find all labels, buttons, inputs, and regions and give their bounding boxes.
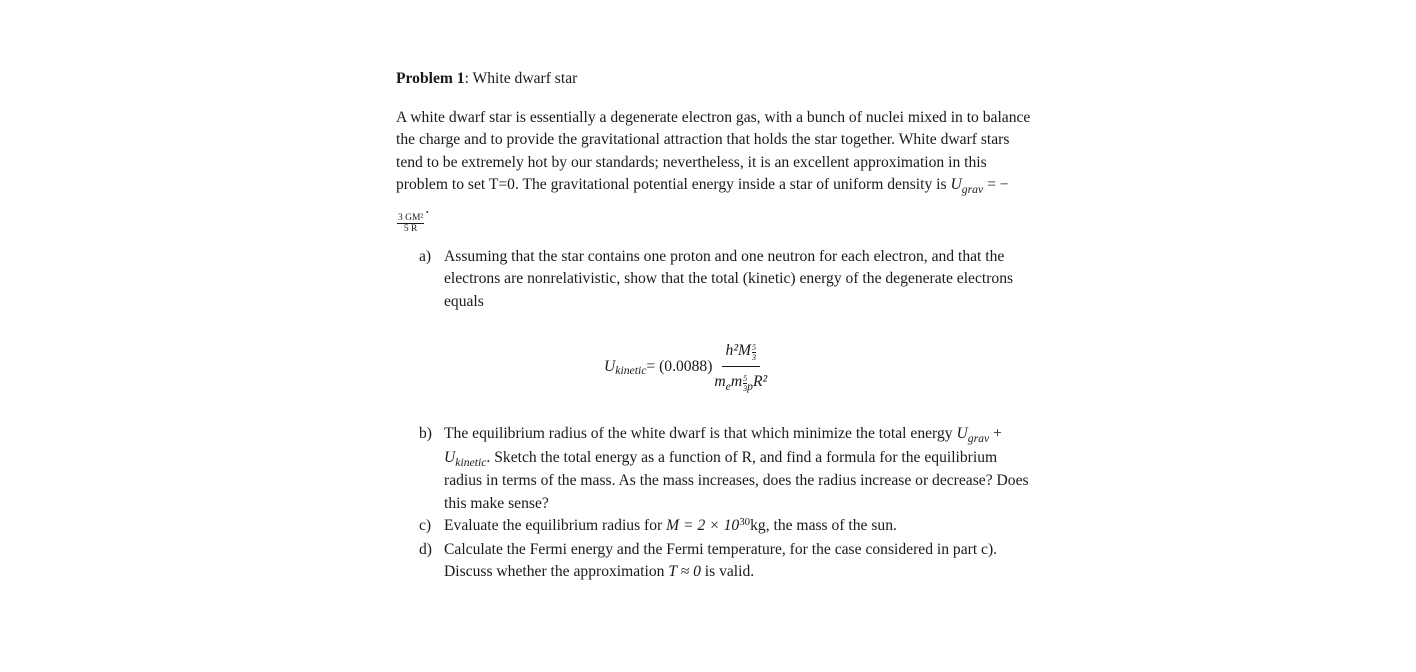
ugrav-equals: = − (983, 176, 1009, 193)
intro-text: A white dwarf star is essentially a degenerate electron gas, with a bunch of nuclei mixed in to balance the charge and to provide the gravitational attraction that holds the star together. White dwarf stars tend to be extremely hot by our standards; nevertheless, it is an excellent approximation in this problem to set T=0. The gravitational potential energy inside a star of uniform density is (396, 108, 1031, 193)
part-a-text: Assuming that the star contains one proton and one neutron for each electron, and that the electrons are nonrelativistic, show that the total (kinetic) energy of the degenerate electrons equals (444, 247, 1014, 310)
part-d (396, 539, 1036, 584)
intro-period: . (425, 199, 430, 217)
part-d-label: d) (419, 540, 432, 558)
ugrav-fraction (397, 213, 424, 234)
eq-coefficient: = (0.0088) (646, 357, 713, 375)
eq-den-sub-e: e (725, 379, 731, 393)
eq-fraction (714, 340, 767, 394)
eq-den-m2: m (730, 372, 743, 390)
eq-num-exp-top: 5 (752, 343, 756, 353)
problem-page (396, 68, 1036, 584)
part-c (396, 515, 1036, 539)
parts-list-continued (396, 423, 1036, 584)
eq-num-exp-bot: 3 (752, 353, 756, 363)
sum-u1-sub: grav (967, 432, 990, 446)
eq-lhs-subscript: kinetic (615, 363, 647, 377)
problem-label: Problem 1 (396, 70, 465, 87)
ugrav-numerator: 3 GM² (398, 212, 424, 223)
part-a (396, 246, 1036, 314)
part-d-text-end: is valid. (700, 563, 755, 580)
eq-denominator (714, 367, 767, 395)
part-d-text (444, 539, 1036, 584)
part-c-mass-exp: 30 (739, 515, 751, 528)
part-a-label: a) (419, 247, 432, 265)
part-b-label: b) (419, 425, 432, 442)
parts-list (396, 246, 1036, 314)
eq-num-exponent (752, 343, 756, 362)
part-c-text-start: Evaluate the equilibrium radius for (444, 517, 667, 534)
problem-title (396, 68, 1036, 91)
part-b (396, 423, 1036, 515)
part-b-text (444, 423, 1036, 515)
eq-den-exp-top: 5 (743, 373, 748, 383)
ugrav-symbol: U (950, 176, 962, 193)
part-c-text (444, 515, 1036, 539)
problem-title-text: : White dwarf star (464, 70, 578, 87)
eq-lhs-symbol: U (604, 357, 616, 375)
part-c-mass: M = 2 × 10 (666, 517, 740, 534)
eq-den-exp-bot: 3 (743, 383, 748, 393)
intro-paragraph (396, 107, 1036, 234)
sum-plus: + (989, 425, 1002, 442)
part-b-text-end: . Sketch the total energy as a function of R, and find a formula for the equilibrium radius in terms of the mass. As the mass increases, does the radius increase or decrease? Does this make sense? (444, 448, 1029, 512)
eq-den-m: m (714, 372, 726, 390)
part-c-label: c) (419, 517, 432, 534)
eq-den-sub-p: p (747, 379, 753, 393)
part-d-approx: T ≈ 0 (668, 563, 701, 580)
part-c-text-end: kg, the mass of the sun. (750, 517, 897, 534)
ugrav-subscript: grav (961, 183, 984, 197)
sum-u1: U (956, 425, 968, 442)
eq-den-r: R² (752, 372, 768, 390)
ugrav-denominator: 5 R (403, 223, 418, 234)
eq-numerator (722, 340, 760, 367)
part-b-text-start: The equilibrium radius of the white dwarf is that which minimize the total energy (444, 425, 957, 442)
sum-u2-sub: kinetic (455, 455, 487, 469)
kinetic-energy-equation (604, 327, 1036, 407)
part-d-text-start: Calculate the Fermi energy and the Fermi temperature, for the case considered in part c). Discuss whether the approximation (444, 540, 998, 580)
sum-u2: U (444, 448, 456, 466)
eq-numerator-text: h²M (725, 342, 751, 359)
